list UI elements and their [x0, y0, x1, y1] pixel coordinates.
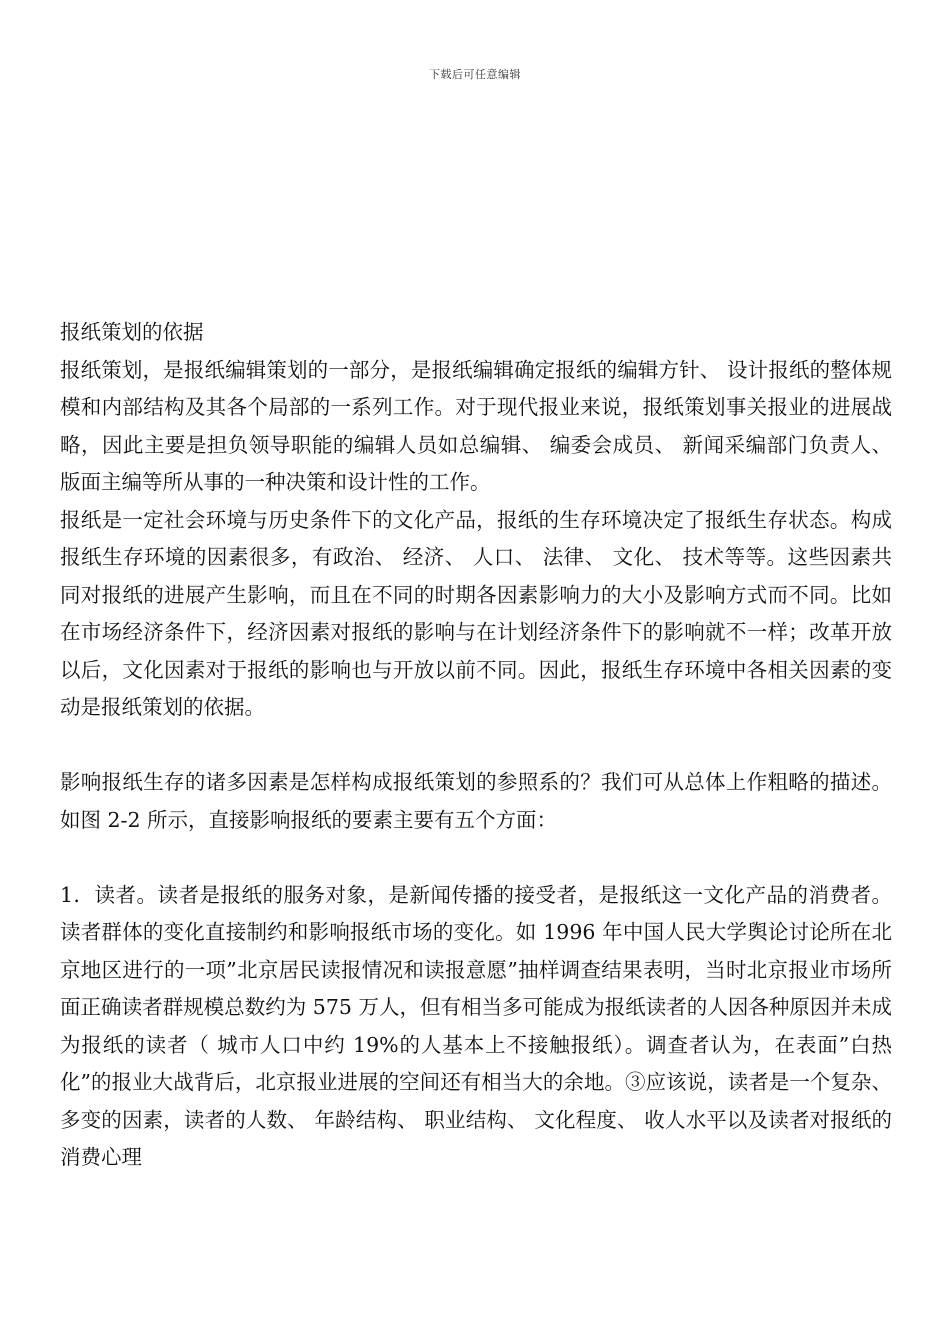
- paragraph-2: 报纸是一定社会环境与历史条件下的文化产品，报纸的生存环境决定了报纸生存状态。构成报纸生存环境的因素很多，有政治、 经济、 人口、 法律、 文化、 技术等等。这些因素共同对报纸的进展产生影响，而且在不同的时期各因素影响力的大小及影响方式而不同。比如在市场经济条件下，经济因素对报纸的影响与在计划经济条件下的影响就不一样；改革开放以后，文化因素对于报纸的影响也与开放以前不同。因此，报纸生存环境中各相关因素的变动是报纸策划的依据。: [60, 507, 892, 719]
- header-note: 下载后可任意编辑: [429, 68, 521, 81]
- paragraph-1: 报纸策划，是报纸编辑策划的一部分，是报纸编辑确定报纸的编辑方针、 设计报纸的整体规模和内部结构及其各个局部的一系列工作。对于现代报业来说，报纸策划事关报业的进展战略，因此主要是担负领导职能的编辑人员如总编辑、 编委会成员、 新闻采编部门负责人、 版面主编等所从事的一种决策和设计性的工作。: [60, 357, 892, 494]
- paragraph-spacer: [60, 727, 892, 765]
- document-title: 报纸策划的依据: [60, 320, 204, 344]
- paragraph-3: 影响报纸生存的诸多因素是怎样构成报纸策划的参照系的？我们可从总体上作粗略的描述。如图 2-2 所示，直接影响报纸的要素主要有五个方面：: [60, 770, 892, 832]
- paragraph-4: 1．读者。读者是报纸的服务对象，是新闻传播的接受者，是报纸这一文化产品的消费者。读者群体的变化直接制约和影响报纸市场的变化。如 1996 年中国人民大学舆论讨论所在北京地区进行的一项”北京居民读报情况和读报意愿”抽样调查结果表明，当时北京报业市场所面正确读者群规模总数约为 575 万人，但有相当多可能成为报纸读者的人因各种原因并未成为报纸的读者（ 城市人口中约 19%的人基本上不接触报纸）。调查者认为，在表面”白热化”的报业大战背后，北京报业进展的空间还有相当大的余地。③应该说，读者是一个复杂、 多变的因素，读者的人数、 年龄结构、 职业结构、 文化程度、 收人水平以及读者对报纸的消费心理: [60, 882, 892, 1169]
- document-body: [60, 314, 892, 1177]
- paragraph-spacer: [60, 839, 892, 877]
